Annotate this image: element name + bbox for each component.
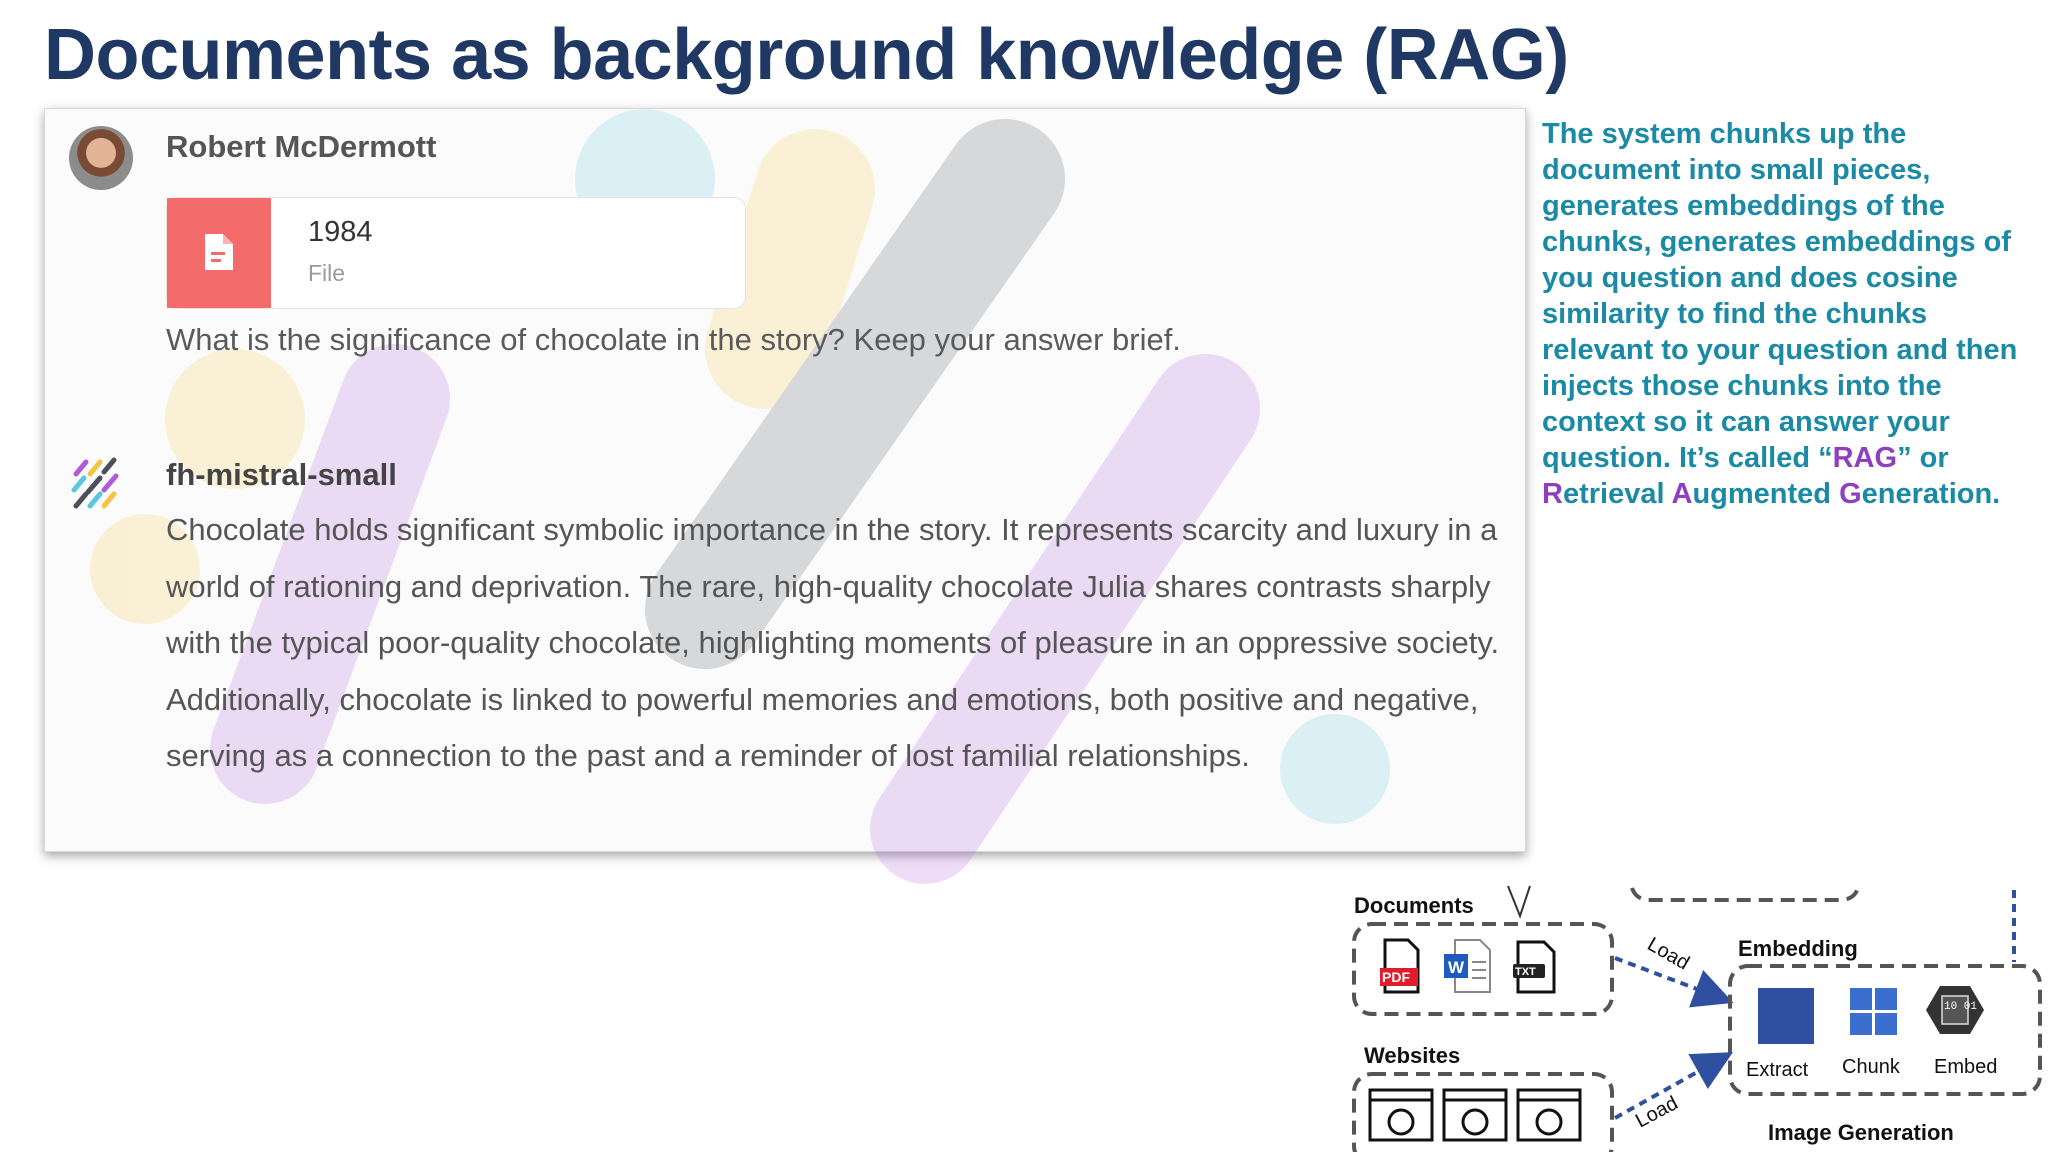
- website-icon-3: [1518, 1090, 1580, 1140]
- r-highlight: R: [1542, 478, 1563, 510]
- svg-text:W: W: [1448, 958, 1465, 977]
- pdf-file-icon: [1380, 940, 1418, 992]
- chunk-step: [1842, 988, 1901, 1078]
- bot-name: fh-mistral-small: [166, 457, 397, 492]
- bot-message: Chocolate holds significant symbolic importance in the story. It represents scarcity and luxury in a world of rationing and deprivation. The rare, high-quality chocolate Julia shares contrasts sharply with the typical poor-quality chocolate, highlighting moments of pleasure in an oppressive society. Additionally, chocolate is linked to powerful memories and emotions, both positive and negative, serving as a connection to the past and a reminder of lost familial relationships.: [166, 512, 1500, 773]
- word-file-icon: [1444, 940, 1490, 992]
- chunk-label: Chunk: [1842, 1056, 1900, 1078]
- cut-off-box: [1632, 888, 1858, 900]
- svg-text:PDF: PDF: [1382, 969, 1410, 985]
- rag-pipeline-diagram: [1340, 878, 2048, 1145]
- explanation-or: ” or: [1897, 442, 1949, 474]
- explanation-text: [1542, 116, 2042, 512]
- file-attachment-card[interactable]: [166, 197, 746, 309]
- explanation-body: The system chunks up the document into small pieces, generates embeddings of the chunks, generates embeddings of you question and does cosine similarity to find the chunks relevant to your question and then injects those chunks into the context so it can answer your question. It’s called “: [1542, 118, 2018, 474]
- explanation-etrieval: etrieval: [1562, 478, 1672, 510]
- documents-label: Documents: [1354, 893, 1474, 918]
- svg-text:10 01: 10 01: [1944, 1001, 1978, 1013]
- embedding-label: Embedding: [1738, 936, 1858, 961]
- embed-step: [1926, 986, 1997, 1078]
- svg-text:TXT: TXT: [1515, 966, 1536, 978]
- bot-logo-icon: [70, 454, 126, 510]
- extract-label: Extract: [1746, 1059, 1809, 1081]
- slide-title: Documents as background knowledge (RAG): [44, 15, 1569, 95]
- txt-file-icon: [1513, 942, 1554, 992]
- extract-step: [1746, 988, 1814, 1081]
- website-icon-1: [1370, 1090, 1432, 1140]
- load-label-2: Load: [1632, 1092, 1682, 1133]
- file-name: 1984: [308, 216, 373, 248]
- explanation-ugmented: ugmented: [1692, 478, 1840, 510]
- a-highlight: A: [1671, 478, 1693, 510]
- website-icon-2: [1444, 1090, 1506, 1140]
- rag-highlight: RAG: [1832, 442, 1898, 474]
- file-icon-box: [167, 198, 271, 308]
- user-message: What is the significance of chocolate in the story? Keep your answer brief.: [166, 322, 1181, 357]
- load-label-1: Load: [1643, 933, 1694, 975]
- embed-label: Embed: [1934, 1056, 1998, 1078]
- extract-icon: [1758, 988, 1814, 1044]
- connector-v: [1508, 886, 1530, 916]
- user-name: Robert McDermott: [166, 129, 437, 164]
- explanation-eneration: eneration.: [1861, 478, 2001, 510]
- chat-screenshot-panel: [44, 108, 1526, 852]
- user-avatar[interactable]: [69, 126, 133, 190]
- image-generation-label-cut: Image Generation: [1768, 1120, 1954, 1145]
- file-type: File: [308, 260, 346, 286]
- document-file-icon: [203, 232, 235, 272]
- g-highlight: G: [1839, 478, 1862, 510]
- websites-label: Websites: [1364, 1043, 1461, 1068]
- chunk-icon: [1850, 988, 1872, 1010]
